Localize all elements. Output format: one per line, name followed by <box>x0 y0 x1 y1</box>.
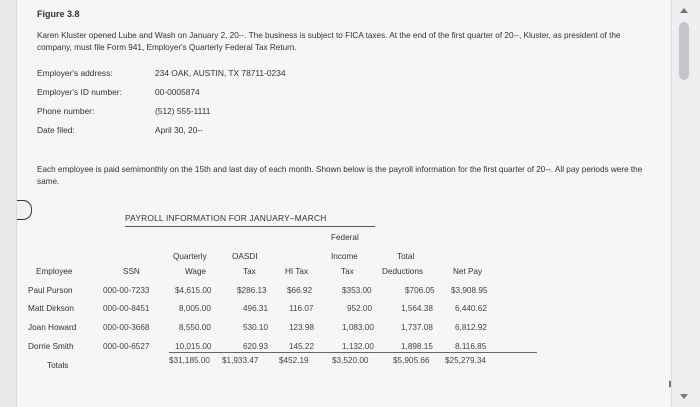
row-ssn: 000-00-8451 <box>103 304 150 313</box>
header-oasdi: OASDI <box>232 252 258 261</box>
title-underline <box>125 226 375 227</box>
totals-rule-right <box>337 352 537 353</box>
row-oasdi: $286.13 <box>237 286 267 295</box>
total-net: $25,279.34 <box>445 356 486 365</box>
vertical-scrollbar[interactable] <box>671 0 700 407</box>
header-federal: Federal <box>331 233 359 242</box>
row-ssn: 000-00-6527 <box>103 342 150 351</box>
scrollbar-thumb[interactable] <box>679 22 689 80</box>
row-wage: 8,550.00 <box>179 323 211 332</box>
employer-address-label: Employer's address: <box>37 68 113 78</box>
total-fit: $3,520.00 <box>332 356 369 365</box>
document-page <box>16 0 674 407</box>
intro-paragraph: Karen Kluster opened Lube and Wash on January 2, 20--. The business is subject to FICA taxes. At the end of the first quarter of 20--, Kluster, as president of the company, must file Form 941, Employer's Quarterly Federal Tax Return. <box>37 31 621 52</box>
row-deductions: 1,737.08 <box>401 323 433 332</box>
total-hi: $452.19 <box>279 356 309 365</box>
header-income-tax: Tax <box>341 267 354 276</box>
header-oasdi-tax: Tax <box>243 267 256 276</box>
row-hi: 116.07 <box>289 304 314 313</box>
scroll-up-arrow-icon[interactable] <box>680 8 688 13</box>
row-oasdi: 530.10 <box>243 323 269 332</box>
row-employee: Matt Dirkson <box>28 304 74 313</box>
employer-id-value: 00-0005874 <box>155 87 200 97</box>
row-wage: 10,015.00 <box>175 342 212 351</box>
payroll-table-title: PAYROLL INFORMATION FOR JANUARY–MARCH <box>125 213 327 223</box>
row-wage: $4,615.00 <box>175 286 212 295</box>
header-hi-tax: HI Tax <box>285 267 309 276</box>
row-oasdi: 496.31 <box>243 304 269 313</box>
row-net: 6,440.62 <box>455 304 487 313</box>
row-net: $3,908.95 <box>451 286 488 295</box>
total-deductions: $5,905.66 <box>393 356 430 365</box>
row-deductions: $706.05 <box>405 286 435 295</box>
row-net: 8,116.85 <box>455 342 487 351</box>
header-wage: Wage <box>185 267 207 276</box>
header-income: Income <box>331 252 358 261</box>
row-employee: Joan Howard <box>28 323 77 332</box>
row-ssn: 000-00-3668 <box>103 323 150 332</box>
figure-label: Figure 3.8 <box>37 9 80 19</box>
row-hi: $66.92 <box>287 286 313 295</box>
header-employee: Employee <box>36 267 73 276</box>
row-fit: 952.00 <box>347 304 373 313</box>
row-net: 6,812.92 <box>455 323 487 332</box>
header-net-pay: Net Pay <box>453 267 483 276</box>
row-fit: 1,083.00 <box>342 323 374 332</box>
header-total: Total <box>397 252 415 261</box>
phone-value: (512) 555-1111 <box>155 106 211 116</box>
header-quarterly: Quarterly <box>173 252 207 261</box>
row-hi: 145.22 <box>289 342 315 351</box>
scroll-down-arrow-icon[interactable] <box>680 394 688 399</box>
header-ssn: SSN <box>123 267 140 276</box>
employer-address-value: 234 OAK, AUSTIN, TX 78711-0234 <box>155 68 286 78</box>
total-oasdi: $1,933.47 <box>222 356 259 365</box>
header-deductions: Deductions <box>382 267 423 276</box>
row-wage: 8,005.00 <box>179 304 211 313</box>
phone-label: Phone number: <box>37 106 95 116</box>
row-fit: 1,132.00 <box>342 342 374 351</box>
totals-label: Totals <box>47 361 69 370</box>
total-wage: $31,185.00 <box>169 356 210 365</box>
row-deductions: 1,564.38 <box>401 304 433 313</box>
date-filed-value: April 30, 20-- <box>155 125 203 135</box>
row-deductions: 1,898.15 <box>401 342 433 351</box>
row-employee: Dorrie Smith <box>28 342 74 351</box>
row-oasdi: 620.93 <box>243 342 269 351</box>
row-ssn: 000-00-7233 <box>103 286 150 295</box>
row-hi: 123.98 <box>289 323 315 332</box>
pay-period-paragraph: Each employee is paid semimonthly on the 15th and last day of each month. Shown below is the payroll information for the first quarter of 20--. All pay periods were the same. <box>37 165 643 186</box>
row-employee: Paul Purson <box>28 286 73 295</box>
row-fit: $353.00 <box>342 286 372 295</box>
page-tab-marker <box>17 200 32 220</box>
date-filed-label: Date filed: <box>37 125 75 135</box>
employer-id-label: Employer's ID number: <box>37 87 122 97</box>
